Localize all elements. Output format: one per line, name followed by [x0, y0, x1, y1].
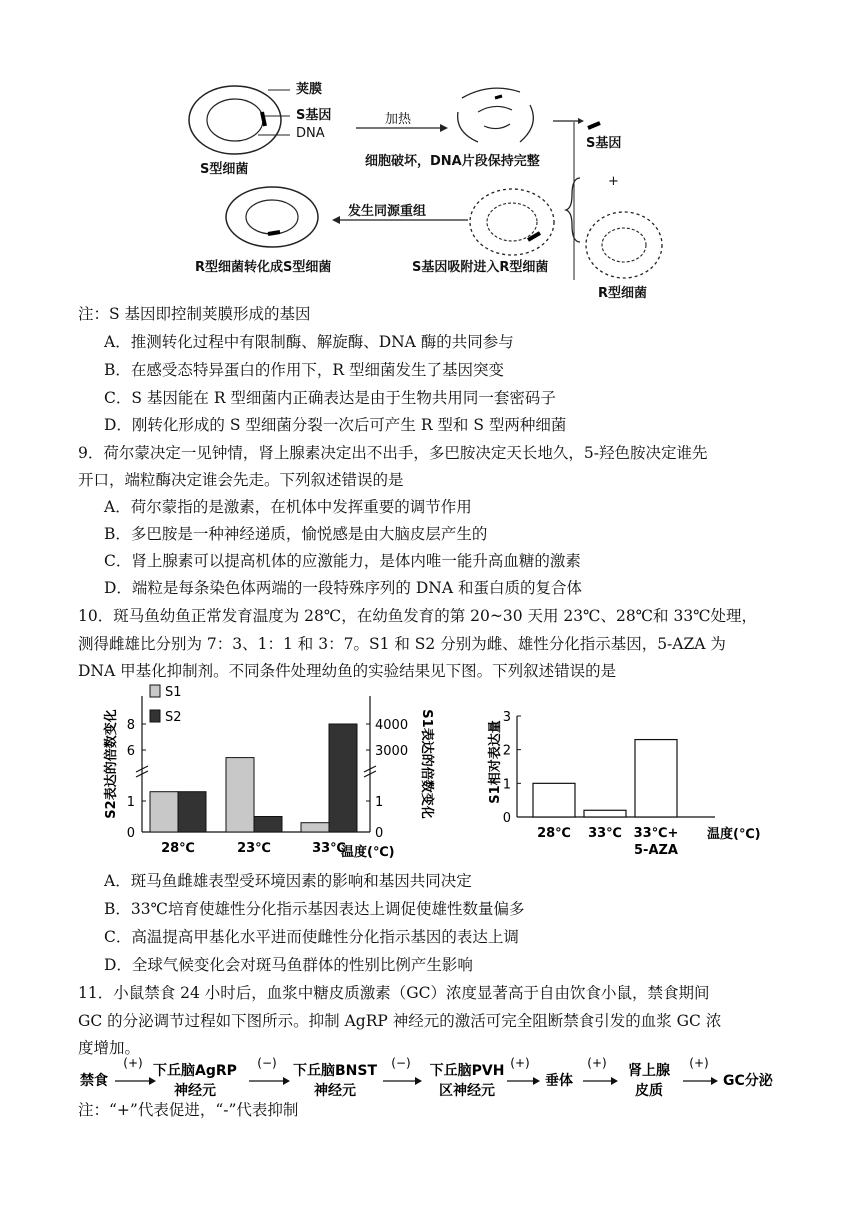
chart1-right-tick-0: 0 [375, 826, 384, 841]
q9-option-a: A．荷尔蒙指的是激素，在机体中发挥重要的调节作用 [104, 498, 472, 516]
flow-fasting: 禁食 [80, 1073, 108, 1089]
q8-option-d: D．刚转化形成的 S 型细菌分裂一次后可产生 R 型和 S 型两种细菌 [104, 416, 567, 434]
chart2-category-1-0: 33℃ [588, 826, 622, 841]
q10-stem-line1: 10．斑马鱼幼鱼正常发育温度为 28℃，在幼鱼发育的第 20~30 天用 23℃、28℃和 33℃处理， [78, 607, 758, 625]
flow-pvh-line1: 下丘脑PVH [429, 1063, 505, 1079]
flow-pvh-line2: 区神经元 [439, 1083, 495, 1099]
chart1-left-tick-0: 0 [126, 826, 135, 841]
q9-option-c: C．肾上腺素可以提高机体的应激能力，是体内唯一能升高血糖的激素 [104, 552, 581, 570]
legend-s2: S2 [165, 710, 182, 725]
s-bacterium [189, 86, 290, 154]
chart-s1-relative-expression [485, 700, 775, 865]
q10-stem-line3: DNA 甲基化抑制剂。不同条件处理幼鱼的实验结果见下图。下列叙述错误的是 [78, 662, 617, 680]
transformed-label: R型细菌转化成S型细菌 [195, 260, 332, 275]
q10-option-c: C．高温提高甲基化水平进而使雌性分化指示基因的表达上调 [104, 928, 519, 946]
flow-sign-6: (+) [689, 1056, 709, 1070]
bar-s2-2 [329, 724, 357, 832]
q8-option-c: C．S 基因能在 R 型细菌内正确表达是由于生物共用同一套密码子 [104, 389, 556, 407]
flow-adrenal-line1: 肾上腺 [628, 1063, 670, 1079]
chart2-ylabel: S1相对表达量 [488, 720, 503, 804]
transformed-s-bacterium [226, 187, 318, 247]
flow-sign-2: (−) [257, 1056, 277, 1070]
heating-label: 加热 [385, 112, 412, 127]
flow-sign-5: (+) [587, 1056, 607, 1070]
q9-stem-line1: 9．荷尔蒙决定一见钟情，肾上腺素决定出不出手，多巴胺决定天长地久，5-羟色胺决定谁先 [78, 444, 708, 462]
legend-s1: S1 [165, 685, 182, 700]
flow-pituitary: 垂体 [545, 1073, 573, 1089]
adsorbing-cell [470, 189, 554, 255]
chart2-xlabel: 温度(℃) [707, 827, 761, 842]
flow-sign-1: (+) [123, 1056, 143, 1070]
chart2-y-tick-2: 2 [502, 743, 511, 759]
broken-cell [458, 88, 534, 142]
gc-regulation-flow [75, 1055, 795, 1105]
broken-label: 细胞破坏，DNA片段保持完整 [365, 154, 540, 169]
chart2-y-tick-1: 1 [502, 777, 511, 793]
chart1-left-tick-1: 1 [126, 795, 135, 810]
bar-s2-0 [178, 792, 206, 832]
q11-note: 注：“+”代表促进，“-”代表抑制 [78, 1101, 299, 1119]
q10-stem-line2: 测得雌雄比分别为 7：3、1：1 和 3：7。S1 和 S2 分别为雌、雄性分化指示基因，5-AZA 为 [78, 635, 726, 653]
flow-agrp-line2: 神经元 [174, 1083, 216, 1099]
capsule-label: 荚膜 [296, 82, 323, 97]
chart1-left-tick-2: 6 [126, 744, 135, 759]
recombination-label: 发生同源重组 [348, 204, 427, 219]
q8-option-b: B．在感受态特异蛋白的作用下，R 型细菌发生了基因突变 [104, 361, 504, 379]
bar-s1-0 [150, 792, 178, 832]
s-gene-right-label: S基因 [586, 136, 622, 151]
q11-stem-line3: 度增加。 [78, 1039, 141, 1057]
q10-option-a: A．斑马鱼雌雄表型受环境因素的影响和基因共同决定 [104, 872, 472, 890]
q9-stem-line2: 开口，端粒酶决定谁会先走。下列叙述错误的是 [78, 471, 404, 489]
chart2-bar-1 [584, 810, 626, 817]
chart1-left-tick-3: 8 [126, 718, 135, 733]
chart2-bar-0 [533, 783, 575, 817]
flow-sign-4: (+) [510, 1056, 530, 1070]
chart1-ylabel-right: S1表达的倍数变化 [419, 709, 434, 819]
flow-gc: GC分泌 [723, 1073, 773, 1089]
q8-note: 注：S 基因即控制荚膜形成的基因 [78, 305, 311, 323]
adsorb-label: S基因吸附进入R型细菌 [412, 260, 549, 275]
q11-stem-line2: GC 的分泌调节过程如下图所示。抑制 AgRP 神经元的激活可完全阻断禁食引发的血浆 GC 浓 [78, 1012, 722, 1030]
q11-stem-line1: 11．小鼠禁食 24 小时后，血浆中糖皮质激素（GC）浓度显著高于自由饮食小鼠，禁食期间 [78, 984, 710, 1002]
chart1-right-tick-1: 1 [375, 795, 384, 810]
chart1-right-tick-2: 3000 [375, 744, 409, 759]
flow-agrp-line1: 下丘脑AgRP [153, 1063, 237, 1079]
chart2-y-tick-0: 0 [502, 811, 511, 826]
bar-s2-1 [254, 817, 282, 833]
chart1-category-0: 28℃ [161, 841, 195, 856]
brace [566, 178, 580, 242]
flow-sign-3: (−) [391, 1056, 411, 1070]
r-bacterium [586, 212, 662, 278]
bar-s1-1 [226, 758, 254, 832]
flow-bnst-line1: 下丘脑BNST [292, 1063, 378, 1079]
dna-label: DNA [296, 126, 325, 141]
flow-bnst-line2: 神经元 [314, 1083, 356, 1099]
chart1-xlabel: 温度(℃) [341, 845, 395, 860]
r-bacteria-label: R型细菌 [598, 286, 648, 301]
s-bacteria-label: S型细菌 [200, 162, 249, 177]
chart2-y-tick-3: 3 [502, 710, 511, 725]
q9-option-b: B．多巴胺是一种神经递质，愉悦感是由大脑皮层产生的 [104, 525, 488, 543]
chart1-category-2: 33℃ [312, 841, 346, 856]
q10-option-b: B．33℃培育使雄性分化指示基因表达上调促使雄性数量偏多 [104, 900, 525, 918]
q8-option-a: A．推测转化过程中有限制酶、解旋酶、DNA 酶的共同参与 [104, 333, 514, 351]
q10-option-d: D．全球气候变化会对斑马鱼群体的性别比例产生影响 [104, 956, 473, 974]
chart2-category-2-1: 5-AZA [634, 843, 678, 858]
chart2-category-2-0: 33℃+ [633, 826, 679, 841]
chart-s1-s2-expression [95, 680, 445, 865]
plus-label: + [608, 174, 619, 189]
s-gene-label: S基因 [296, 108, 332, 123]
chart1-ylabel-left: S2表达的倍数变化 [104, 709, 119, 819]
chart2-category-0-0: 28℃ [537, 826, 571, 841]
chart1-category-1: 23℃ [237, 841, 271, 856]
chart1-right-tick-3: 4000 [375, 718, 409, 733]
chart2-bar-2 [635, 740, 677, 817]
bar-s1-2 [301, 823, 329, 832]
q9-option-d: D．端粒是每条染色体两端的一段特殊序列的 DNA 和蛋白质的复合体 [104, 579, 582, 597]
flow-adrenal-line2: 皮质 [635, 1083, 663, 1099]
